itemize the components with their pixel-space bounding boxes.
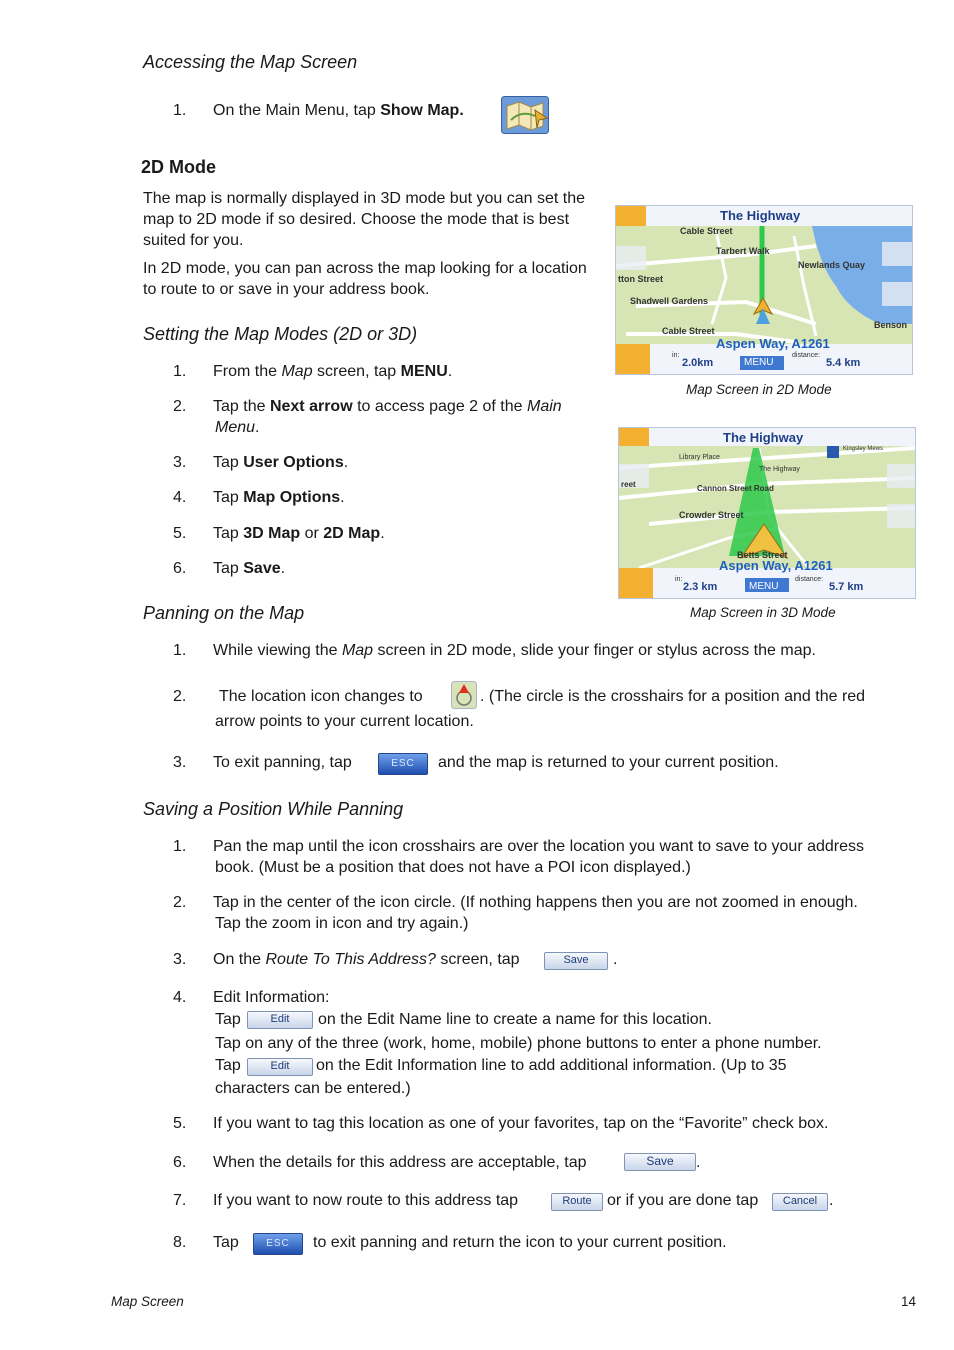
- step-number: 8.: [173, 1234, 187, 1251]
- map3d-distance-value: 5.7 km: [829, 581, 864, 593]
- step-number: 7.: [173, 1192, 187, 1209]
- show-map-icon: [501, 96, 549, 134]
- map3d-street: reet: [621, 480, 636, 489]
- heading-accessing: Accessing the Map Screen: [143, 52, 358, 72]
- map2d-distance-value: 5.4 km: [826, 357, 861, 369]
- map2d-street: Shadwell Gardens: [630, 296, 709, 306]
- step-number: 1.: [173, 102, 187, 119]
- step-text: From the Map screen, tap MENU.: [213, 363, 453, 380]
- esc-button-icon: ESC: [253, 1233, 303, 1255]
- save-button-icon: Save: [624, 1153, 696, 1171]
- step-text: Tap 3D Map or 2D Map.: [213, 525, 385, 542]
- heading-2d-mode: 2D Mode: [141, 157, 217, 177]
- step-number: 5.: [173, 1115, 187, 1132]
- map2d-street: Cable Street: [680, 226, 733, 236]
- step-number: 1.: [173, 838, 187, 855]
- map2d-in-label: in:: [672, 352, 680, 359]
- map3d-in-value: 2.3 km: [683, 581, 718, 593]
- step-number: 3.: [173, 951, 187, 968]
- step-number: 1.: [173, 363, 187, 380]
- step-text-continued: arrow points to your current location.: [215, 713, 474, 730]
- step-text: Edit Information:: [213, 989, 330, 1006]
- step-text: and the map is returned to your current position.: [438, 754, 779, 771]
- step-number: 2.: [173, 688, 187, 705]
- step-text: .: [829, 1192, 834, 1209]
- heading-panning: Panning on the Map: [143, 603, 305, 623]
- map3d-street: The Highway: [759, 466, 800, 473]
- map3d-street: Cannon Street Road: [697, 484, 774, 493]
- step-text: .: [613, 951, 618, 968]
- map3d-street: Betts Street: [737, 550, 788, 560]
- step-text: to exit panning and return the icon to your current position.: [313, 1234, 727, 1251]
- step-number: 5.: [173, 525, 187, 542]
- step-text: The location icon changes to: [219, 688, 423, 705]
- step-text: On the Main Menu, tap Show Map.: [213, 102, 464, 119]
- step-text: Tap the Next arrow to access page 2 of the Main: [213, 398, 562, 415]
- step-text: Tap in the center of the icon circle. (If nothing happens then you are not zoomed in enough.: [213, 894, 858, 911]
- map2d-street: Cable Street: [662, 326, 715, 336]
- map2d-street: tton Street: [618, 274, 663, 284]
- map2d-street: Benson: [874, 320, 908, 330]
- step-text: Pan the map until the icon crosshairs are over the location you want to save to your address: [213, 838, 865, 855]
- map2d-menu-button: MENU: [744, 357, 774, 368]
- map3d-address: Aspen Way, A1261: [719, 558, 833, 573]
- step-text: Tap on any of the three (work, home, mobile) phone buttons to enter a phone number.: [215, 1035, 822, 1052]
- step-text: Tap: [213, 1234, 239, 1251]
- step-number: 3.: [173, 754, 187, 771]
- step-number: 2.: [173, 894, 187, 911]
- map3d-title: The Highway: [723, 430, 804, 445]
- map2d-distance-label: distance:: [792, 352, 821, 359]
- route-button-icon: Route: [551, 1193, 603, 1211]
- map2d-address: Aspen Way, A1261: [716, 336, 830, 351]
- save-button-icon: Save: [544, 952, 608, 970]
- step-number: 2.: [173, 398, 187, 415]
- step-text: Tap Map Options.: [213, 489, 345, 506]
- paragraph-2d-intro: The map is normally displayed in 3D mode but you can set the map to 2D mode if so desired. Choose the mode that is best suited for you.: [143, 190, 586, 249]
- map2d-title: The Highway: [720, 208, 801, 223]
- map2d-street: Newlands Quay: [798, 260, 866, 270]
- step-text: When the details for this address are acceptable, tap: [213, 1154, 587, 1171]
- step-text: Tap Save.: [213, 560, 286, 577]
- heading-setting-modes: Setting the Map Modes (2D or 3D): [143, 324, 418, 344]
- step-text: If you want to tag this location as one of your favorites, tap on the “Favorite” check box.: [213, 1115, 829, 1132]
- step-number: 1.: [173, 642, 187, 659]
- step-text: While viewing the Map screen in 2D mode, slide your finger or stylus across the map.: [213, 642, 816, 659]
- edit-button-icon: Edit: [247, 1058, 313, 1076]
- esc-button-icon: ESC: [378, 753, 428, 775]
- map3d-menu-button: MENU: [749, 581, 779, 592]
- step-text: Tap: [215, 1057, 241, 1074]
- step-text: on the Edit Name line to create a name for this location.: [318, 1011, 712, 1028]
- step-text: On the Route To This Address? screen, tap: [213, 951, 520, 968]
- paragraph-2d-pan: In 2D mode, you can pan across the map looking for a location to route to or save in your address book.: [143, 260, 587, 298]
- map2d-street: Tarbert Walk: [716, 246, 770, 256]
- step-text: If you want to now route to this address tap: [213, 1192, 519, 1209]
- location-pan-icon: [451, 681, 477, 709]
- step-text: Tap User Options.: [213, 454, 349, 471]
- step-number: 6.: [173, 1154, 187, 1171]
- step-text: . (The circle is the crosshairs for a position and the red: [480, 688, 866, 705]
- step-text-continued: Tap the zoom in icon and try again.): [215, 915, 469, 932]
- map3d-in-label: in:: [675, 576, 683, 583]
- map-screen-2d-image: [615, 205, 913, 375]
- map3d-street: Crowder Street: [679, 510, 744, 520]
- edit-button-icon: Edit: [247, 1011, 313, 1029]
- map3d-distance-label: distance:: [795, 576, 824, 583]
- map3d-street: Library Place: [679, 454, 720, 461]
- caption-map-2d: Map Screen in 2D Mode: [686, 382, 832, 397]
- map2d-in-value: 2.0km: [682, 357, 714, 369]
- step-text: To exit panning, tap: [213, 754, 352, 771]
- caption-map-3d: Map Screen in 3D Mode: [690, 605, 836, 620]
- step-text-continued: Menu.: [215, 419, 260, 436]
- map-screen-3d-image: [618, 427, 916, 599]
- step-text-continued: book. (Must be a position that does not have a POI icon displayed.): [215, 859, 691, 876]
- step-number: 6.: [173, 560, 187, 577]
- step-text: .: [696, 1154, 701, 1171]
- cancel-button-icon: Cancel: [772, 1193, 828, 1211]
- step-text: on the Edit Information line to add additional information. (Up to 35: [316, 1057, 787, 1074]
- step-number: 3.: [173, 454, 187, 471]
- map3d-street: Kingsley Mews: [843, 446, 884, 452]
- step-text: Tap: [215, 1011, 241, 1028]
- step-text-continued: characters can be entered.): [215, 1080, 411, 1097]
- footer-page-number: 14: [901, 1294, 917, 1309]
- step-number: 4.: [173, 489, 187, 506]
- heading-saving: Saving a Position While Panning: [143, 799, 404, 819]
- footer-section: Map Screen: [111, 1294, 184, 1309]
- step-text: or if you are done tap: [607, 1192, 759, 1209]
- step-number: 4.: [173, 989, 187, 1006]
